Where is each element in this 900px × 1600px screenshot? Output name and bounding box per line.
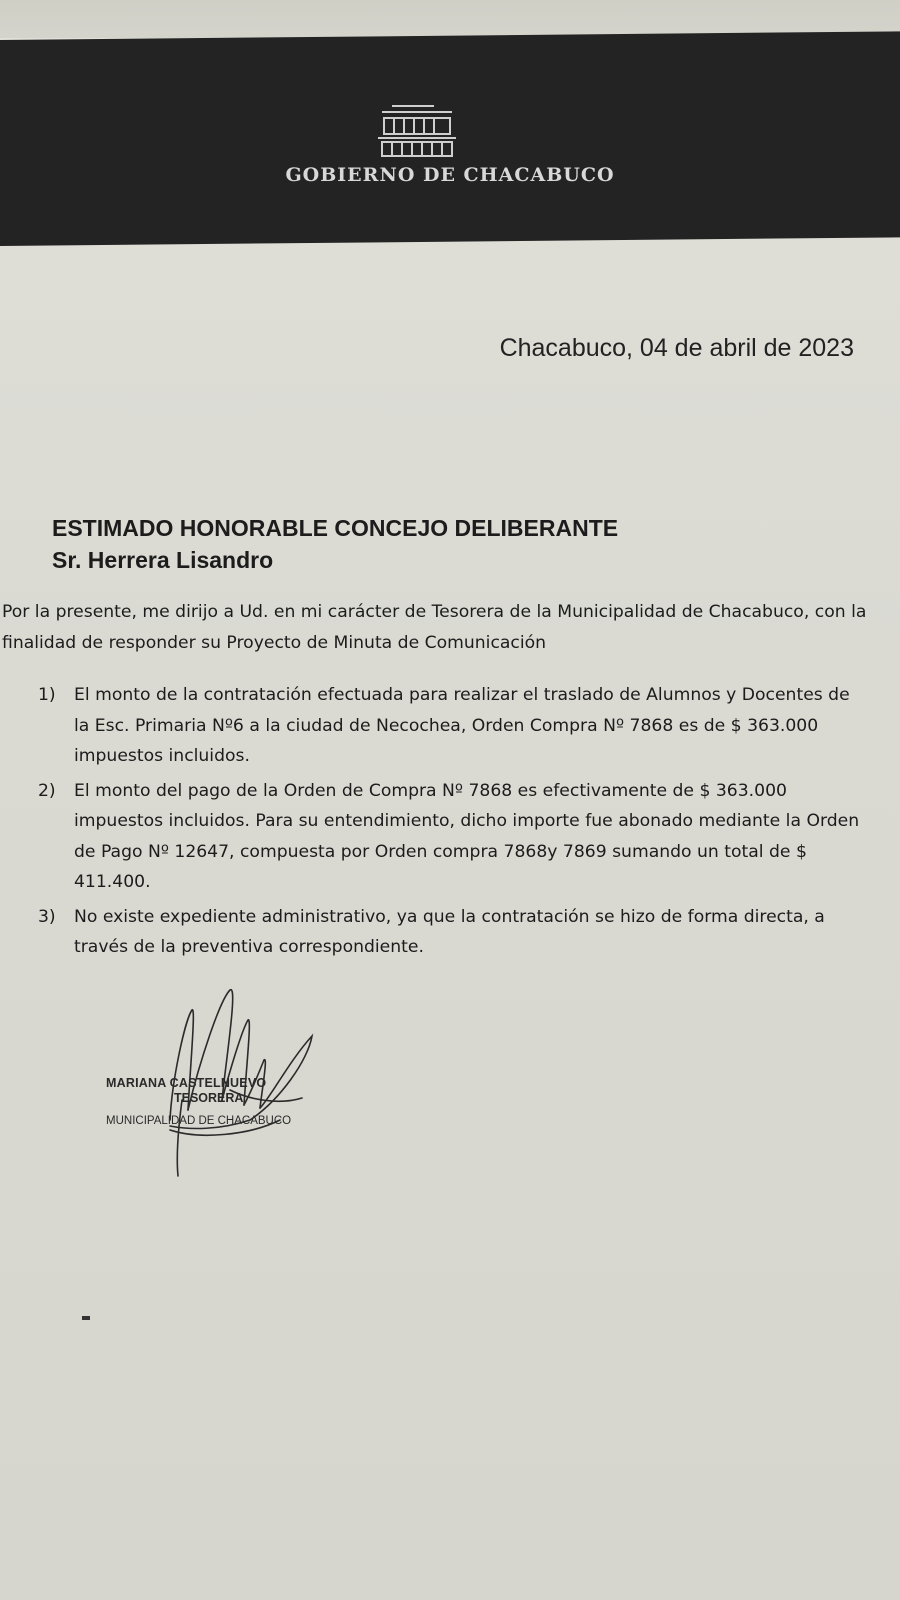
list-item-text: No existe expediente administrativo, ya que la contratación se hizo de forma directa, a través de la preventiva correspondiente. xyxy=(74,906,825,957)
list-item-number: 1) xyxy=(38,685,56,705)
list-item-number: 3) xyxy=(38,906,56,927)
signature-block xyxy=(100,980,330,1180)
list-item-number: 2) xyxy=(38,780,56,801)
letterhead-organization: GOBIERNO DE CHACABUCO xyxy=(285,164,615,186)
signatory-role: TESORERA xyxy=(174,1091,244,1105)
recipient-block xyxy=(52,512,618,576)
paper-mark xyxy=(82,1316,90,1320)
building-crest-icon xyxy=(374,104,460,160)
intro-paragraph: Por la presente, me dirijo a Ud. en mi carácter de Tesorera de la Municipalidad de Chacabuco, con la finalidad de responder su Proyecto de Minuta de Comunicación xyxy=(2,602,867,653)
handwritten-signature xyxy=(130,980,320,1180)
recipient-name: Sr. Herrera Lisandro xyxy=(52,547,274,573)
letter-date: Chacabuco, 04 de abril de 2023 xyxy=(499,334,854,362)
list-item xyxy=(38,902,868,963)
signatory-name: MARIANA CASTELNUEVO xyxy=(106,1076,267,1090)
recipient-title: ESTIMADO HONORABLE CONCEJO DELIBERANTE xyxy=(52,515,619,541)
list-item-text: El monto de la contratación efectuada para realizar el traslado de Alumnos y Docentes de la Esc. Primaria Nº6 a la ciudad de Necochea, Orden Compra Nº 7868 es de $ 363.000 impuestos incluidos. xyxy=(74,685,850,766)
list-item xyxy=(38,776,868,898)
numbered-list xyxy=(38,680,868,967)
signatory-organization: MUNICIPALIDAD DE CHACABUCO xyxy=(106,1115,292,1127)
list-item xyxy=(38,680,868,772)
list-item-text: El monto del pago de la Orden de Compra Nº 7868 es efectivamente de $ 363.000 impuestos incluidos. Para su entendimiento, dicho importe fue abonado mediante la Orden de Pago Nº 12647, compuesta por Orden compra 7868y 7869 sumando un total de $ 411.400. xyxy=(74,780,860,892)
